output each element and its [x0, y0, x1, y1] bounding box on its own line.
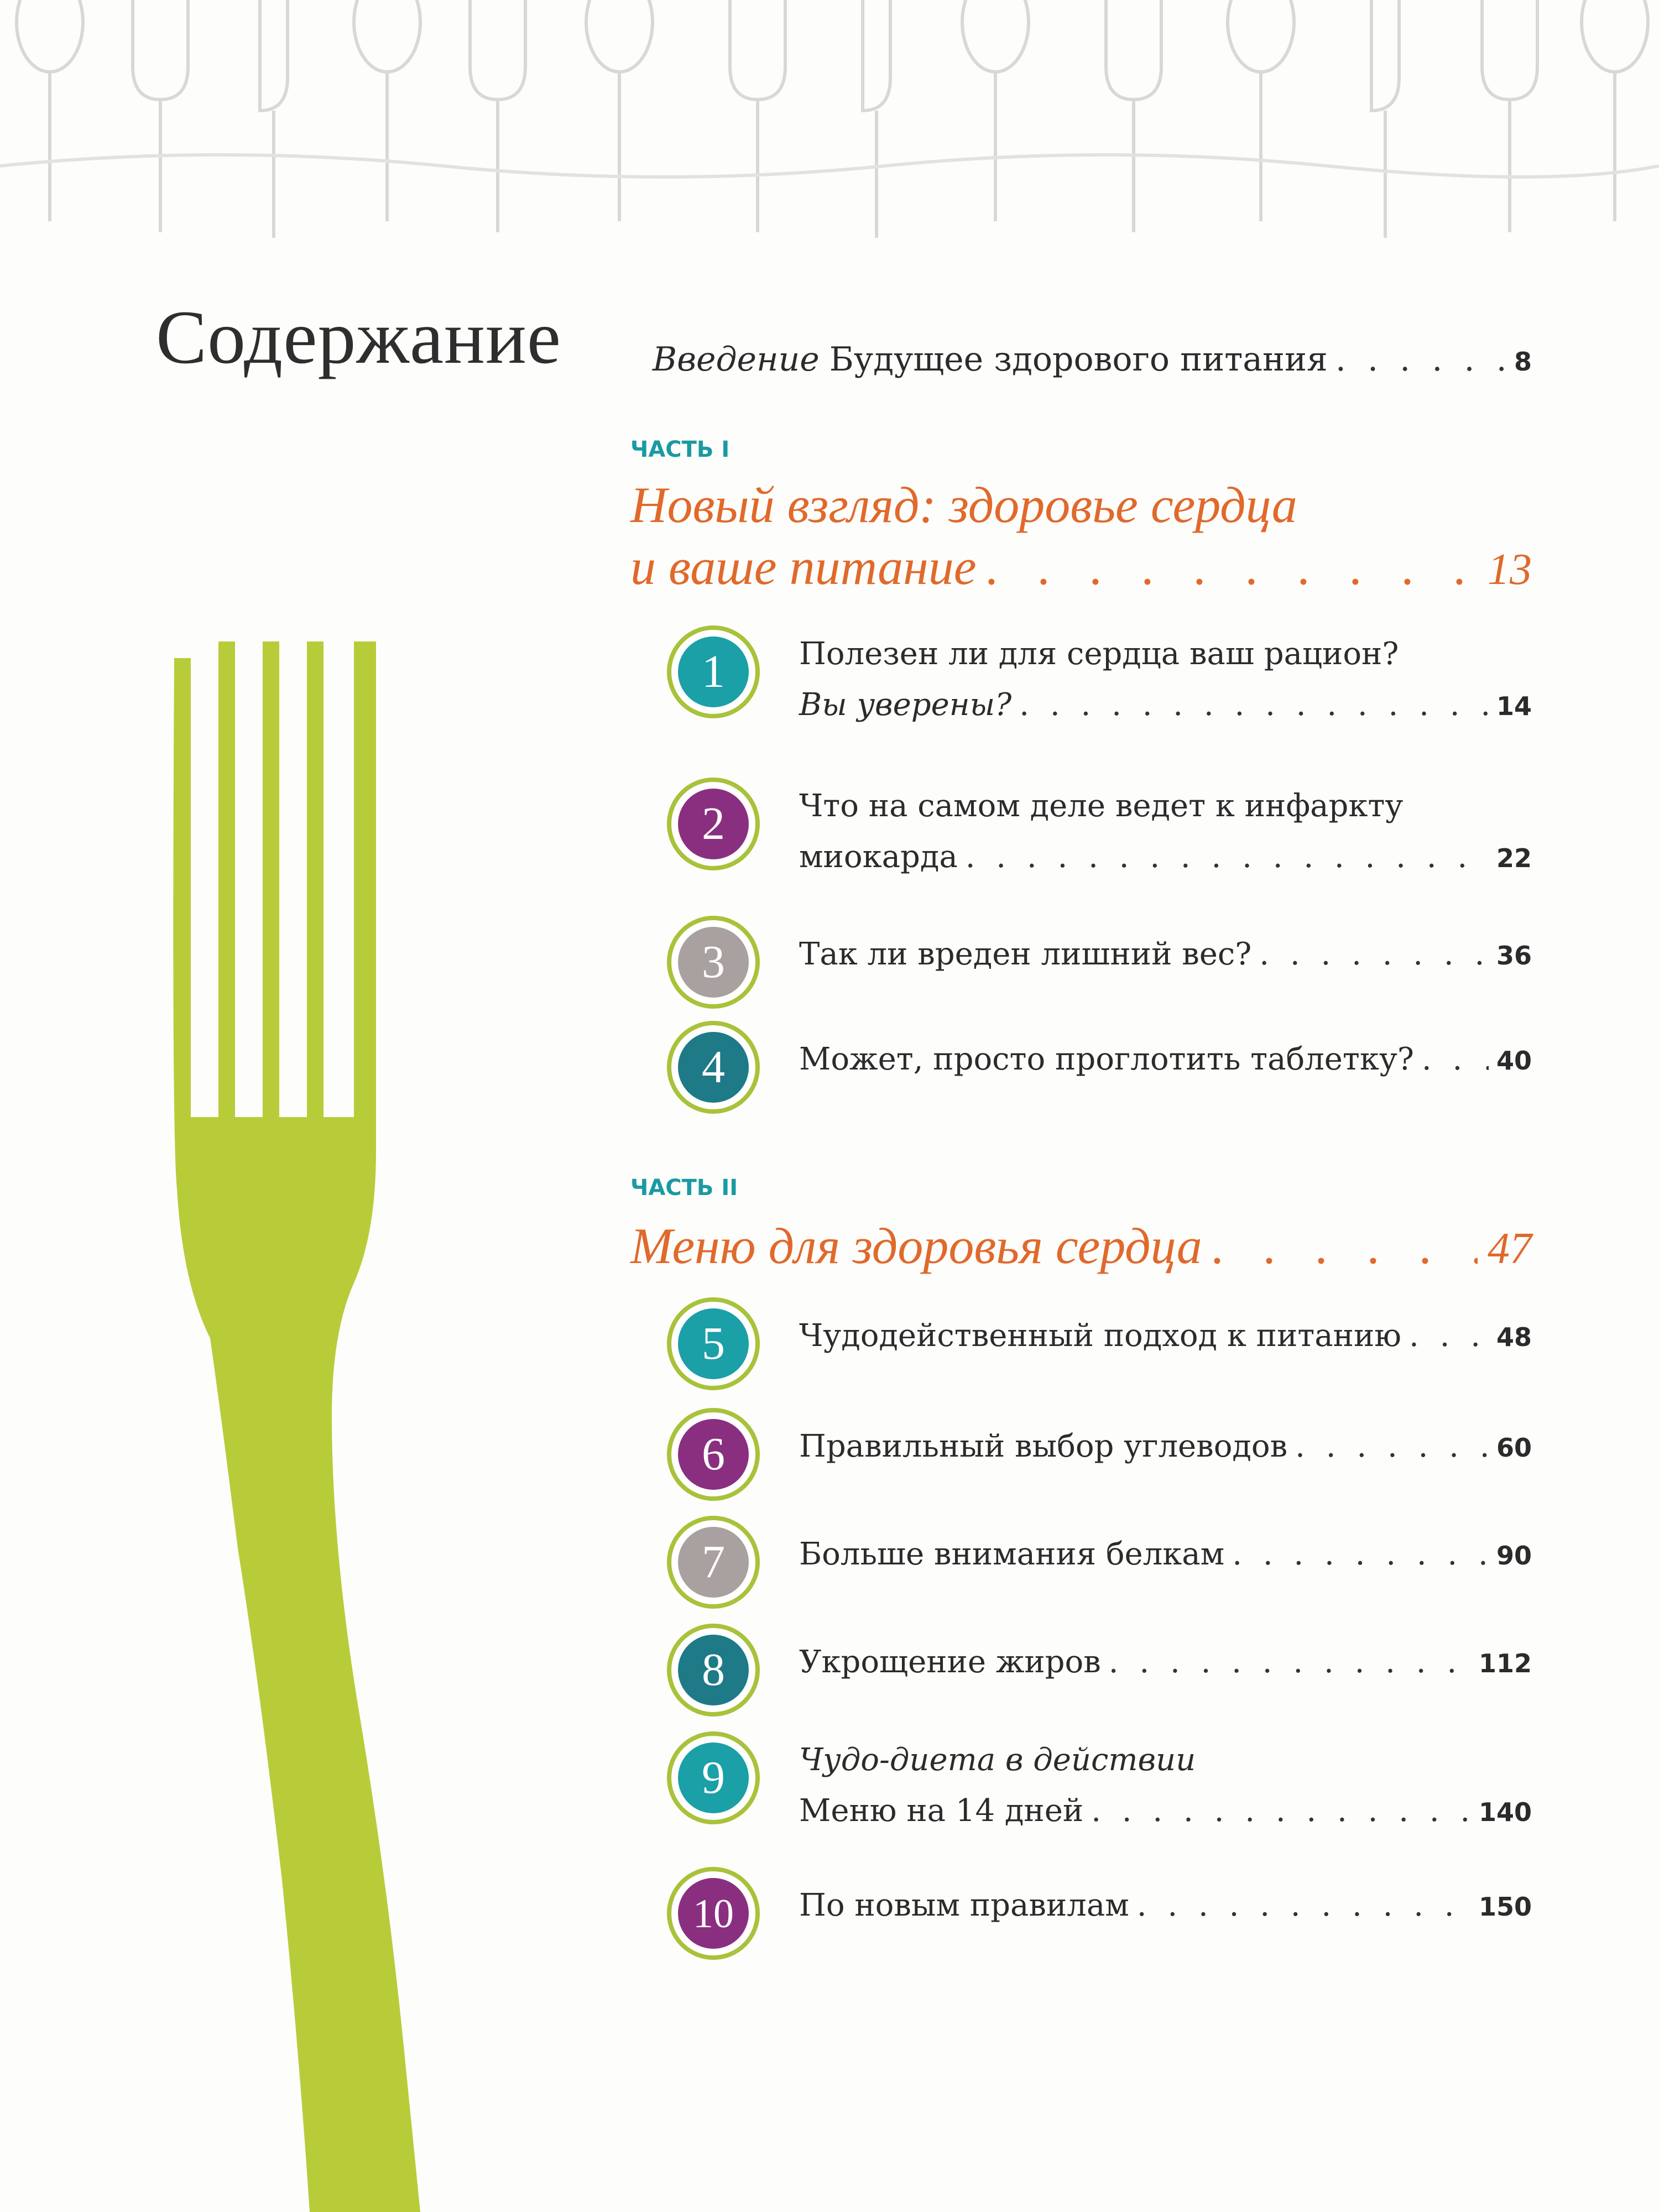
fork-illustration [173, 641, 420, 2212]
spoon-outline-icon [1228, 0, 1294, 221]
chapter-title: Полезен ли для сердца ваш рацион? [799, 636, 1399, 672]
part-title-1[interactable] [630, 476, 1532, 599]
page-number: 140 [1478, 1797, 1532, 1827]
dot-leader [966, 839, 1489, 875]
chapter-title: Что на самом деле ведет к инфаркту [799, 788, 1404, 824]
chapter-title: Чудо-диета в действии [799, 1742, 1196, 1778]
chapter-number-badge [666, 625, 760, 719]
chapter-number-badge [666, 1407, 760, 1501]
page-number: 90 [1496, 1541, 1532, 1571]
chapter-number-badge [666, 1297, 760, 1391]
knife-outline-icon [863, 0, 890, 238]
svg-text:7: 7 [702, 1536, 725, 1588]
dot-leader [1295, 1428, 1489, 1464]
knife-outline-icon [260, 0, 288, 238]
part-title-line: Меню для здоровья сердца [630, 1218, 1202, 1274]
chapter-title: Может, просто проглотить таблетку? [799, 1041, 1414, 1077]
svg-text:6: 6 [702, 1428, 725, 1480]
dot-leader [1422, 1041, 1489, 1077]
intro-label: Введение [653, 340, 820, 379]
page-number: 13 [1488, 545, 1532, 594]
dot-leader [1109, 1644, 1471, 1680]
dot-leader [1409, 1318, 1489, 1354]
page-number: 60 [1496, 1433, 1532, 1463]
chapter-number-badge [666, 1731, 760, 1825]
svg-text:4: 4 [702, 1041, 725, 1093]
page-number: 48 [1496, 1322, 1532, 1352]
svg-text:9: 9 [702, 1752, 725, 1803]
spoon-outline-icon [962, 0, 1029, 221]
chapter-subtitle: Вы уверены? [799, 687, 1012, 723]
dot-leader [987, 538, 1478, 596]
page-number: 150 [1478, 1892, 1532, 1922]
chapter-title: Укрощение жиров [799, 1644, 1101, 1680]
svg-text:5: 5 [702, 1318, 725, 1369]
page-number: 14 [1496, 691, 1532, 721]
spoon-outline-icon [586, 0, 653, 221]
chapter-title: Чудодейственный подход к питанию [799, 1318, 1402, 1354]
part-title-line: и ваше питание [630, 539, 977, 595]
fork-outline-icon [730, 0, 785, 232]
part-title-line: Новый взгляд: здоровье сердца [630, 477, 1297, 533]
page-number: 36 [1496, 941, 1532, 971]
knife-outline-icon [1371, 0, 1399, 238]
page-number: 40 [1496, 1046, 1532, 1076]
dot-leader [1019, 687, 1489, 723]
svg-text:1: 1 [702, 646, 725, 697]
dot-leader [1137, 1887, 1471, 1923]
chapter-subtitle: Меню на 14 дней [799, 1793, 1084, 1829]
svg-text:10: 10 [693, 1891, 734, 1937]
toc-entry-introduction[interactable] [653, 340, 1532, 395]
dot-leader [1212, 1217, 1478, 1275]
part-title-2[interactable] [630, 1217, 1532, 1279]
part-label: ЧАСТЬ II [630, 1175, 738, 1201]
chapter-number-badge [666, 777, 760, 871]
intro-title: Будущее здорового питания [829, 340, 1328, 379]
page-number: 112 [1478, 1648, 1532, 1678]
dot-leader [1335, 340, 1506, 379]
chapter-title-continued: миокарда [799, 839, 958, 875]
svg-text:3: 3 [702, 936, 725, 988]
chapter-title: Так ли вреден лишний вес? [799, 936, 1252, 972]
dot-leader [1232, 1536, 1489, 1572]
spoon-outline-icon [1582, 0, 1648, 221]
chapter-title: Больше внимания белкам [799, 1536, 1225, 1572]
fork-outline-icon [133, 0, 188, 232]
fork-outline-icon [1106, 0, 1161, 232]
dot-leader [1091, 1793, 1471, 1829]
chapter-number-badge [666, 1515, 760, 1609]
page-number: 47 [1488, 1224, 1532, 1273]
chapter-number-badge [666, 915, 760, 1009]
page-number: 8 [1514, 347, 1532, 377]
page-number: 22 [1496, 843, 1532, 873]
page-title: Содержание [156, 295, 562, 379]
fork-outline-icon [470, 0, 525, 232]
chapter-title: По новым правилам [799, 1887, 1129, 1923]
svg-text:2: 2 [702, 798, 725, 849]
svg-text:8: 8 [702, 1644, 725, 1695]
part-label: ЧАСТЬ I [630, 437, 730, 462]
spoon-outline-icon [354, 0, 420, 221]
chapter-number-badge [666, 1020, 760, 1114]
dot-leader [1259, 936, 1489, 972]
chapter-number-badge [666, 1866, 760, 1960]
fork-outline-icon [1482, 0, 1537, 232]
chapter-number-badge [666, 1623, 760, 1717]
chapter-title: Правильный выбор углеводов [799, 1428, 1288, 1464]
spoon-outline-icon [17, 0, 83, 221]
